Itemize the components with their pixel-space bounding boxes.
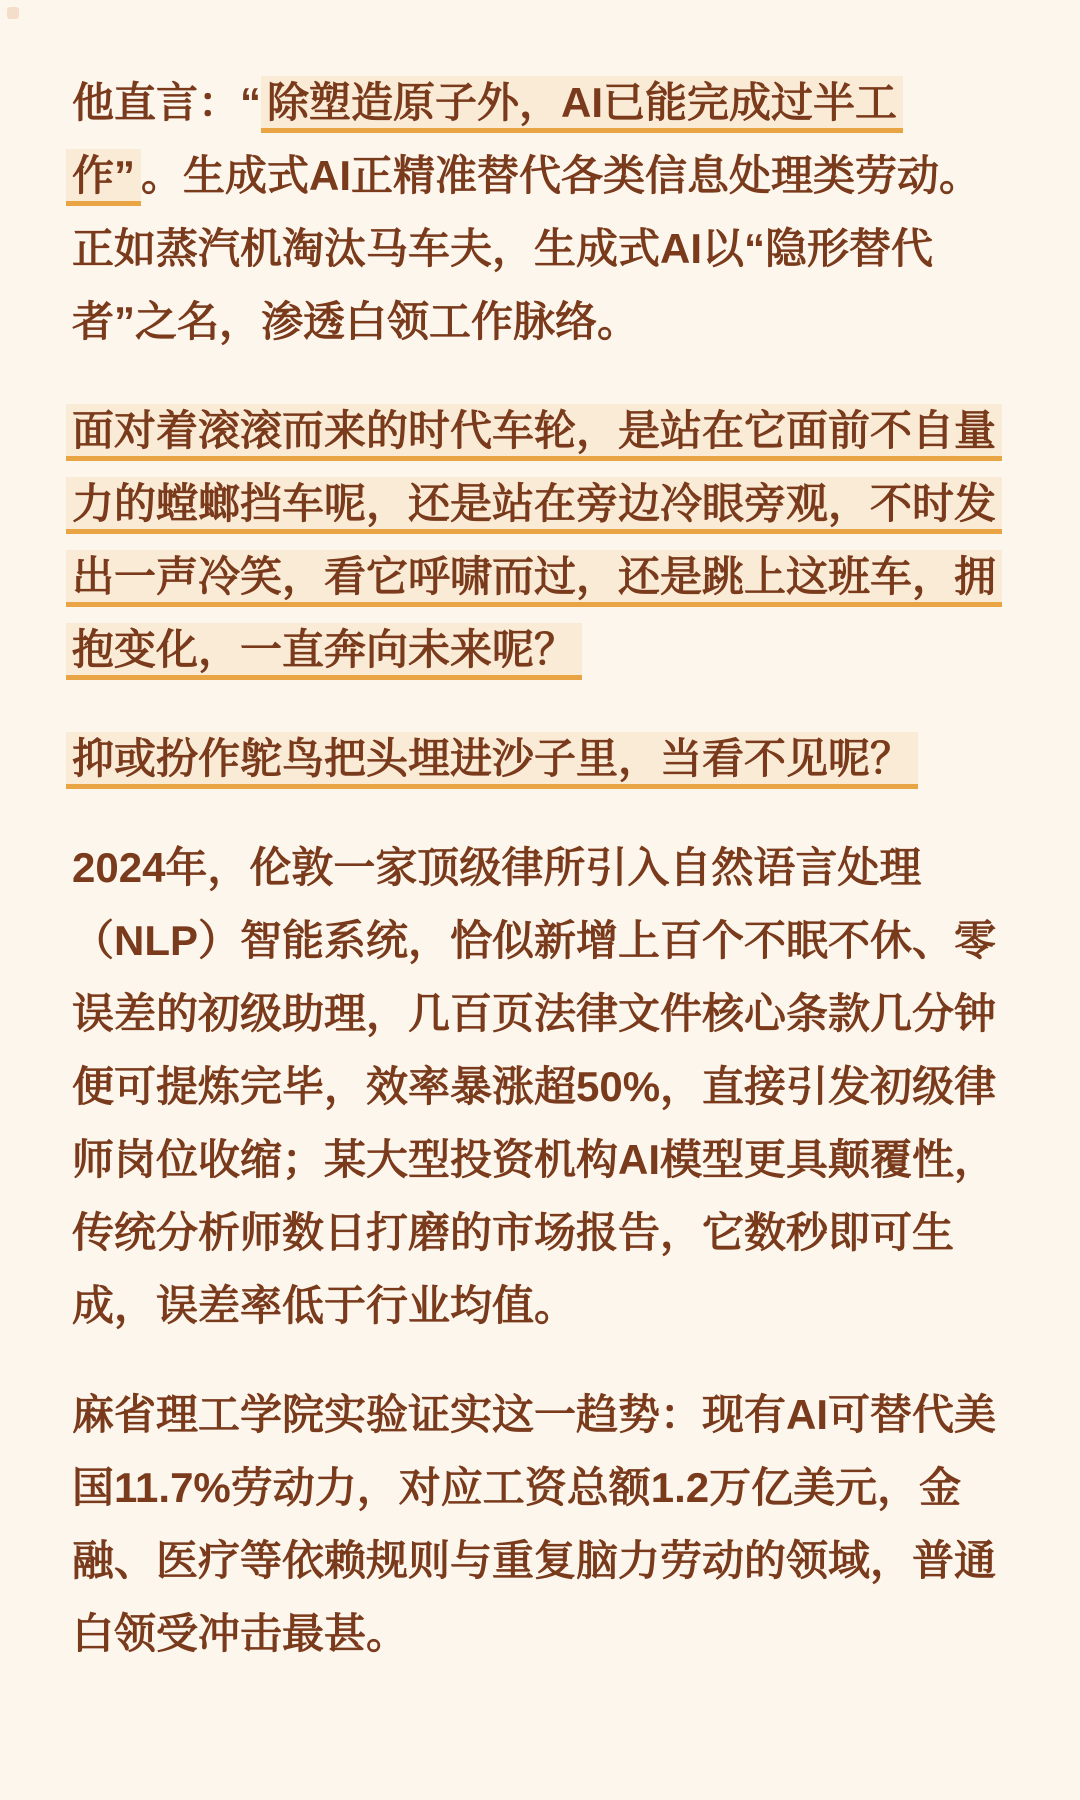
body-text: 麻省理工学院实验证实这一趋势：现有AI可替代美 [72,1391,997,1438]
text-line [72,212,1024,285]
text-line [72,540,1024,613]
body-text: 者”之名，渗透白领工作脉络。 [72,298,640,345]
text-line [72,1123,1024,1196]
body-text: 成，误差率低于行业均值。 [72,1282,577,1329]
body-text: 国11.7%劳动力，对应工资总额1.2万亿美元，金 [72,1464,962,1511]
paragraph [72,722,1024,795]
body-text: 师岗位收缩；某大型投资机构AI模型更具颠覆性， [72,1136,997,1183]
body-text: 误差的初级助理，几百页法律文件核心条款几分钟 [72,990,997,1037]
body-text: （NLP）智能系统，恰似新增上百个不眠不休、零 [72,917,997,964]
body-text: 传统分析师数日打磨的市场报告，它数秒即可生 [72,1209,955,1256]
body-text: 他直言：“ [72,79,262,126]
text-line [72,1597,1024,1670]
highlighted-text: 作” [66,149,141,206]
text-line [72,394,1024,467]
body-text: 2024年，伦敦一家顶级律所引入自然语言处理 [72,844,922,891]
highlighted-text: 抑或扮作鸵鸟把头埋进沙子里，当看不见呢？ [66,732,918,789]
highlighted-text: 除塑造原子外，AI已能完成过半工 [261,76,903,133]
highlighted-text: 抱变化，一直奔向未来呢？ [66,623,582,680]
text-line [72,977,1024,1050]
text-line [72,285,1024,358]
text-line [72,467,1024,540]
text-line [72,1451,1024,1524]
body-text: 。生成式AI正精准替代各类信息处理类劳动。 [141,152,982,199]
body-text: 正如蒸汽机淘汰马车夫，生成式AI以“隐形替代 [72,225,934,272]
body-text: 白领受冲击最甚。 [72,1610,409,1657]
text-line [72,613,1024,686]
text-line [72,722,1024,795]
text-line [72,904,1024,977]
text-line [72,66,1024,139]
paragraph [72,831,1024,1342]
paragraph [72,66,1024,358]
text-line [72,139,1024,212]
body-text: 便可提炼完毕，效率暴涨超50%，直接引发初级律 [72,1063,997,1110]
highlighted-text: 面对着滚滚而来的时代车轮，是站在它面前不自量 [66,404,1002,461]
text-line [72,831,1024,904]
corner-smudge [7,7,19,19]
text-line [72,1524,1024,1597]
paragraph [72,394,1024,686]
highlighted-text: 力的螳螂挡车呢，还是站在旁边冷眼旁观，不时发 [66,477,1002,534]
text-line [72,1196,1024,1269]
paragraph [72,1378,1024,1670]
text-line [72,1269,1024,1342]
highlighted-text: 出一声冷笑，看它呼啸而过，还是跳上这班车，拥 [66,550,1002,607]
text-line [72,1378,1024,1451]
body-text: 融、医疗等依赖规则与重复脑力劳动的领域，普通 [72,1537,997,1584]
text-line [72,1050,1024,1123]
